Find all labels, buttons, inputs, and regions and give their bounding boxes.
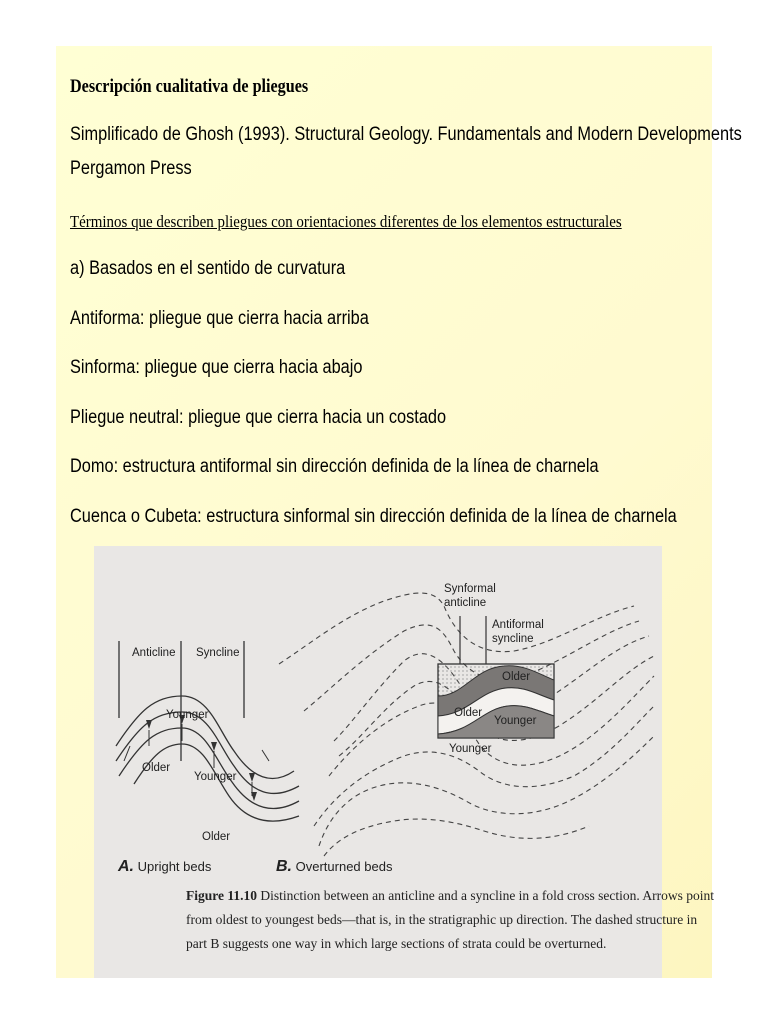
part-b-letter: B. — [276, 858, 292, 875]
caption-line-3: part B suggests one way in which large sections of strata could be overturned. — [186, 936, 607, 951]
part-b-text: Overturned beds — [295, 859, 393, 874]
caption-label: Figure 11.10 — [186, 888, 258, 903]
label-older: Older — [454, 707, 483, 719]
part-b-label — [276, 858, 392, 876]
label-younger: Younger — [194, 771, 237, 783]
list-item: Sinforma: pliegue que cierra hacia abajo — [70, 357, 363, 378]
label-antiformal-syncline: syncline — [492, 633, 534, 645]
list-item: Antiforma: pliegue que cierra hacia arriba — [70, 308, 369, 329]
part-a-letter: A. — [118, 858, 134, 875]
diagram-labels — [132, 583, 544, 843]
label-syncline: Syncline — [196, 647, 240, 659]
label-younger: Younger — [494, 715, 537, 727]
source-line-2: Pergamon Press — [70, 158, 192, 179]
list-item: a) Basados en el sentido de curvatura — [70, 258, 346, 279]
dashed-bed — [324, 819, 589, 856]
slide — [56, 46, 742, 978]
part-a-text: Upright beds — [137, 859, 212, 874]
list-item: Pliegue neutral: pliegue que cierra hacia un costado — [70, 407, 447, 428]
label-synformal-anticline: Synformal — [444, 583, 496, 595]
caption-line-2: from oldest to youngest beds—that is, in the stratigraphic up direction. The dashed structure in — [186, 912, 698, 927]
label-older: Older — [142, 762, 171, 774]
caption-text: Distinction between an anticline and a syncline in a fold cross section. Arrows point — [260, 888, 715, 903]
label-younger: Younger — [166, 709, 209, 721]
way-up-arrow-stems — [124, 724, 269, 796]
list-item: Cuenca o Cubeta: estructura sinformal sin dirección definida de la línea de charnela — [70, 506, 677, 527]
way-up-arrows — [146, 715, 257, 801]
caption-line-1 — [186, 888, 714, 904]
upright-beds-diagram — [116, 641, 299, 821]
label-older: Older — [502, 671, 531, 683]
label-anticline: Anticline — [132, 647, 176, 659]
slide-title: Descripción cualitativa de pliegues — [70, 76, 309, 97]
part-a-label — [118, 858, 211, 876]
list-item: Domo: estructura antiformal sin dirección definida de la línea de charnela — [70, 456, 599, 477]
section-subtitle: Términos que describen pliegues con orientaciones diferentes de los elementos estructurales — [70, 212, 622, 231]
label-antiformal-syncline: Antiformal — [492, 619, 544, 631]
label-synformal-anticline: anticline — [444, 597, 487, 609]
label-younger: Younger — [449, 743, 492, 755]
source-line-1: Simplificado de Ghosh (1993). Structural Geology. Fundamentals and Modern Developments — [70, 124, 742, 145]
label-older: Older — [202, 831, 231, 843]
fold-figure — [94, 546, 715, 978]
